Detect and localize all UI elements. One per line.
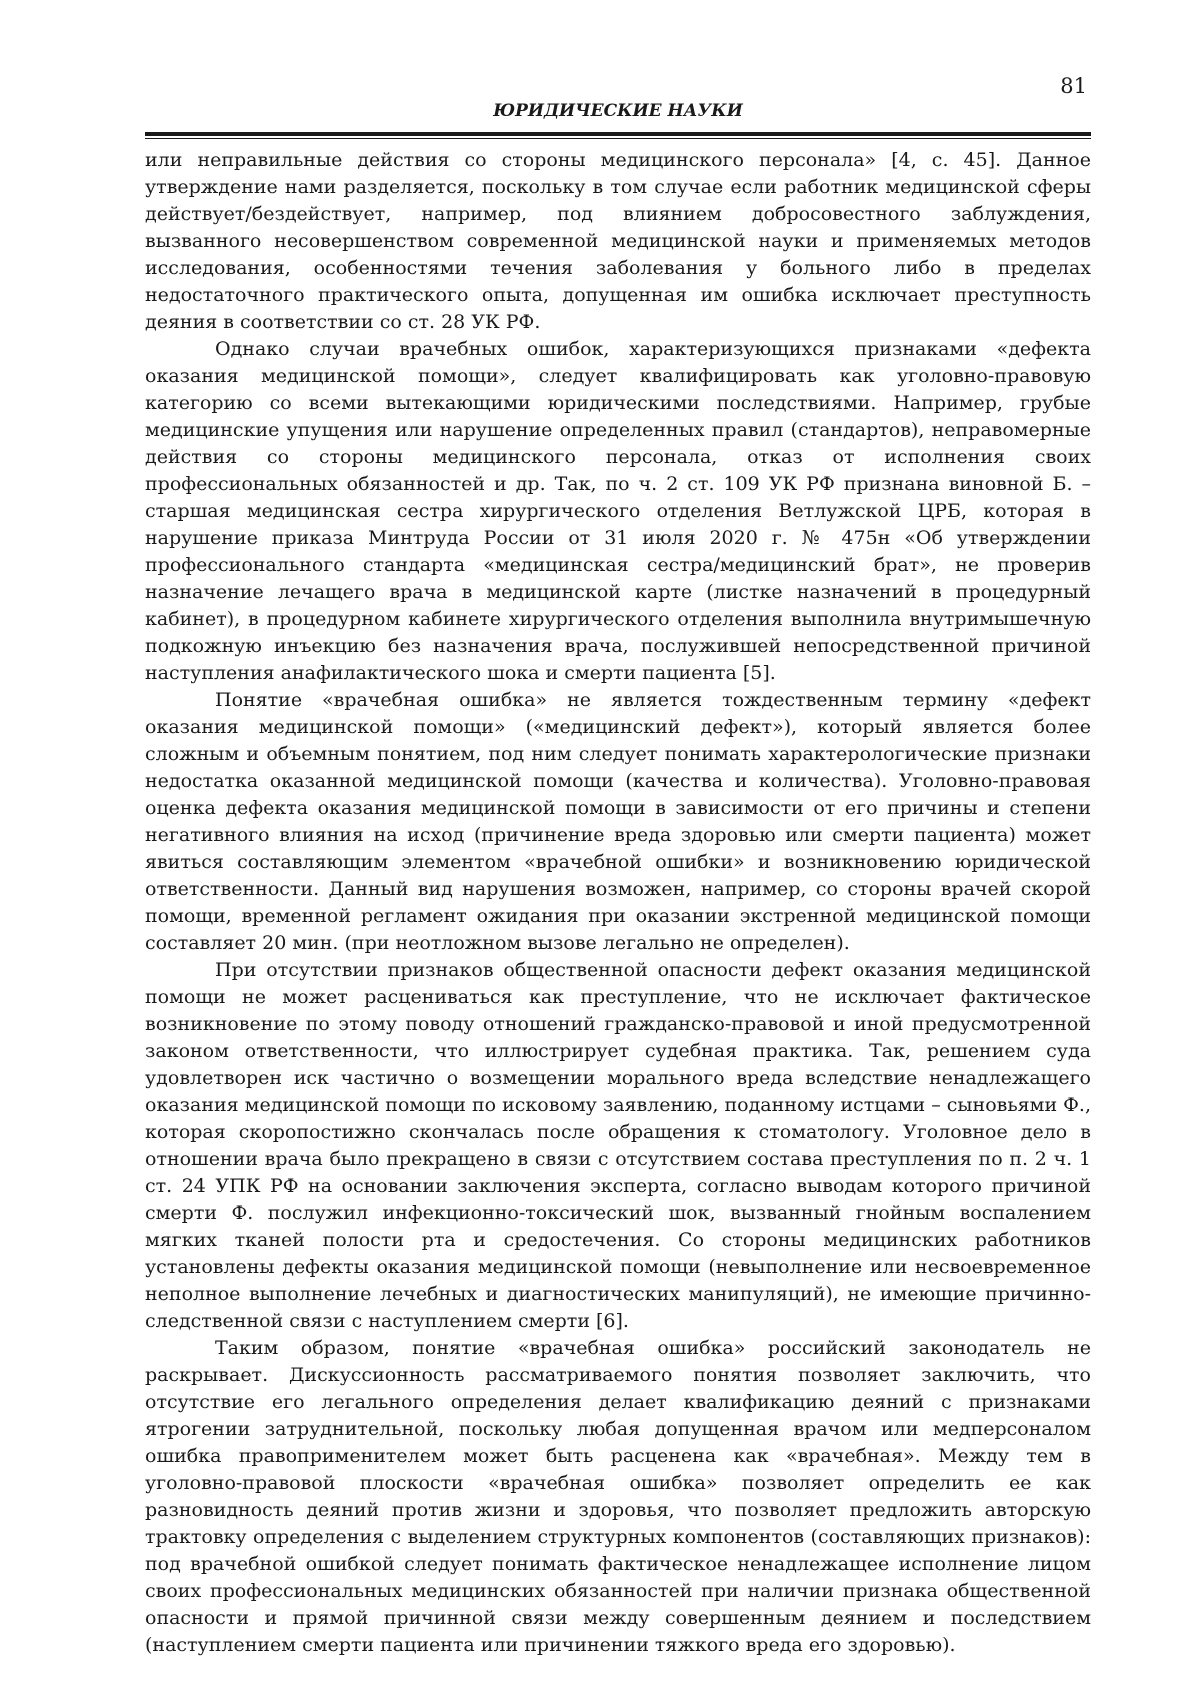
paragraph-conclusion: Таким образом, понятие «врачебная ошибка» российский законодатель не раскрывает. Дискуссионность рассматриваемого понятия позволяет заключить, что отсутствие его легального определения делает квалификацию деяний с признаками ятрогении затруднительной, поскольку любая допущенная врачом или медперсоналом ошибка правоприменителем может быть расценена как «врачебная». Между тем в уголовно-правовой плоскости «врачебная ошибка» позволяет определить ее как разновидность деяний против жизни и здоровья, что позволяет предложить авторскую трактовку определения с выделением структурных компонентов (составляющих признаков): под врачебной ошибкой следует понимать фактическое ненадлежащее исполнение лицом своих профессиональных медицинских обязанностей при наличии признака общественной опасности и прямой причинной связи между совершенным деянием и последствием (наступлением смерти пациента или причинении тяжкого вреда его здоровью). xyxy=(145,1337,1091,1656)
running-header: ЮРИДИЧЕСКИЕ НАУКИ xyxy=(493,101,743,121)
header-rule-thick xyxy=(145,132,1091,136)
paragraph-medical-defect: Однако случаи врачебных ошибок, характеризующихся признаками «дефекта оказания медицинской помощи», следует квалифицировать как уголовно-правовую категорию со всеми вытекающими юридическими последствиями. Например, грубые медицинские упущения или нарушение определенных правил (стандартов), неправомерные действия со стороны медицинского персонала, отказ от исполнения своих профессиональных обязанностей и др. Так, по ч. 2 ст. 109 УК РФ признана виновной Б. – старшая медицинская сестра хирургического отделения Ветлужской ЦРБ, которая в нарушение приказа Минтруда России от 31 июля 2020 г. № 475н «Об утверждении профессионального стандарта «медицинская сестра/медицинский брат», не проверив назначение лечащего врача в медицинской карте (листке назначений в процедурный кабинет), в процедурном кабинете хирургического отделения выполнила внутримышечную подкожную инъекцию без назначения врача, послужившей непосредственной причиной наступления анафилактического шока и смерти пациента [5]. xyxy=(145,338,1091,684)
paragraph-case-law: При отсутствии признаков общественной опасности дефект оказания медицинской помощи не может расцениваться как преступление, что не исключает фактическое возникновение по этому поводу отношений гражданско-правовой и иной предусмотренной законом ответственности, что иллюстрирует судебная практика. Так, решением суда удовлетворен иск частично о возмещении морального вреда вследствие ненадлежащего оказания медицинской помощи по исковому заявлению, поданному истцами – сыновьями Ф., которая скоропостижно скончалась после обращения к стоматологу. Уголовное дело в отношении врача было прекращено в связи с отсутствием состава преступления по п. 2 ч. 1 ст. 24 УПК РФ на основании заключения эксперта, согласно выводам которого причиной смерти Ф. послужил инфекционно-токсический шок, вызванный гнойным воспалением мягких тканей полости рта и средостечения. Со стороны медицинских работников установлены дефекты оказания медицинской помощи (невыполнение или несвоевременное неполное выполнение лечебных и диагностических манипуляций), не имеющие причинно-следственной связи с наступлением смерти [6]. xyxy=(145,959,1091,1332)
paragraph-concept-comparison: Понятие «врачебная ошибка» не является тождественным термину «дефект оказания медицинской помощи» («медицинский дефект»), который является более сложным и объемным понятием, под ним следует понимать характерологические признаки недостатка оказанной медицинской помощи (качества и количества). Уголовно-правовая оценка дефекта оказания медицинской помощи в зависимости от его причины и степени негативного влияния на исход (причинение вреда здоровью или смерти пациента) может явиться составляющим элементом «врачебной ошибки» и возникновению юридической ответственности. Данный вид нарушения возможен, например, со стороны врачей скорой помощи, временной регламент ожидания при оказании экстренной медицинской помощи составляет 20 мин. (при неотложном вызове легально не определен). xyxy=(145,689,1091,954)
article-body xyxy=(145,147,1091,1659)
page-number: 81 xyxy=(1060,74,1087,98)
paragraph-continuation: или неправильные действия со стороны медицинского персонала» [4, с. 45]. Данное утверждение нами разделяется, поскольку в том случае если работник медицинской сферы действует/бездействует, например, под влиянием добросовестного заблуждения, вызванного несовершенством современной медицинской науки и применяемых методов исследования, особенностями течения заболевания у больного либо в пределах недостаточного практического опыта, допущенная им ошибка исключает преступность деяния в соответствии со ст. 28 УК РФ. xyxy=(145,149,1091,333)
header-rule-thin xyxy=(145,138,1091,139)
